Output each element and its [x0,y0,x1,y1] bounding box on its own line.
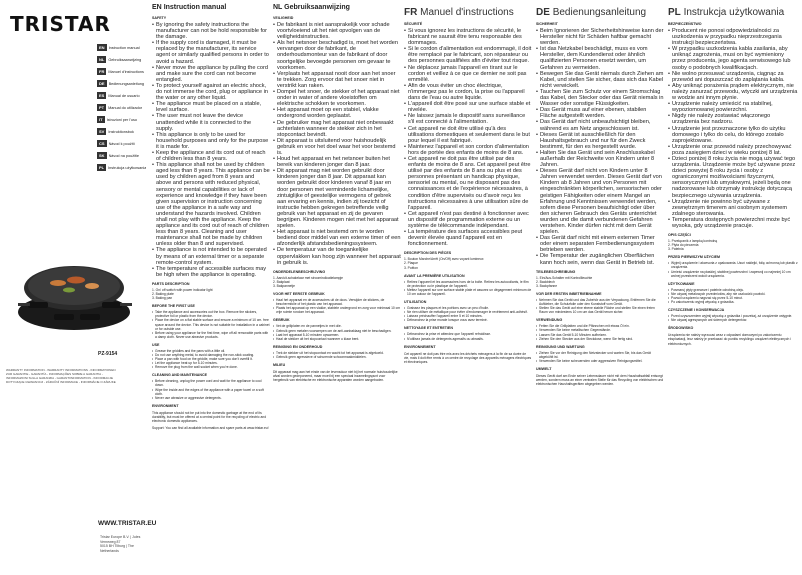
list-item: • Laissez préchauffer l'appareil entre 5 et 10 minutes. [404,314,532,318]
list-item: • Vet de grillplaten en de pannetjes in met olie. [273,324,401,328]
column-fr [404,0,532,575]
list-item: • By ignoring the safety instructions the manufacturer can not be hold responsible for the damage. [152,22,270,40]
list-item: • Nigdy nie należy zostawiać włączonego urządzenia bez nadzoru. [668,113,798,125]
list-item: • Die Temperatur der zugänglichen Oberflächen kann hoch sein, wenn das Gerät in Betrieb ist. [536,253,664,265]
section-heading: VEILIGHEID [273,16,294,20]
language-label: Návod na použitie [108,153,139,158]
list-item: • Nie używaj metalowych przedmiotów, aby nie uszkodzić powłoki. [668,292,798,296]
list-item: • Urządzenie oraz przewód należy przechowywać poza zasięgiem dzieci w wieku poniżej 8 lat. [668,144,798,156]
language-label: Manual de usuario [108,93,140,98]
safety-list [404,28,532,247]
list-item: • Haal het apparaat en de accessoires uit de doos. Verwijder de stickers, de beschermfolie of het plastic van het apparaat. [273,298,401,306]
list-item: • Dompel het snoer, de stekker of het apparaat niet onder in water of andere vloeistoffen om elektrische schokken te voorkomen. [273,89,401,107]
list-item: • Never use abrasive or aggressive detergents. [152,396,270,400]
warranty-text: WARRANTY INFORMATION - WARRANTY INFORMATIONS - INFORMATIONEN ZUR GARANTIE - GARANTÍA - INFORMAÇÕES SOBRE A GARANTIA - INFORMAZIONI SULLA GARANZIA - GARANTIINFORMATION - INFORMACJE DOTYCZĄCE GWARANCJI - ZÁRUČNÍ INFORMACE - INFORMÁCIE O ZÁRUKE [6,368,116,384]
list-item: • Umieść urządzenie na płaskiej, stabilnej powierzchni i zapewnij co najmniej 10 cm wolnej przestrzeni wokół urządzenia. [668,270,798,278]
food-item [50,280,66,286]
list-item: • The user must not leave the device unattended while it is connected to the supply. [152,113,270,131]
list-item: • Po zakończeniu wyjmij wtyczkę z gniazdka. [668,300,798,304]
food-item [67,277,85,284]
list-item: • Dzieci poniżej 8 roku życia nie mogą używać tego urządzenia. Urządzenie może być używane przez dzieci powyżej 8 roku życia i osoby z ograniczonymi możliwościami fizycznymi, sensorycznymi lub umysłowymi, jeżeli będą one nadzorowane lub otrzymały instrukcję dotyczącą bezpiecznego używania urządzenia. [668,156,798,199]
section-heading: VOR DER ERSTEN INBETRIEBNAHME [536,291,602,296]
list-item: • Lassen Sie das Gerät 5-10 Minuten aufheizen. [536,333,664,337]
language-item [97,116,153,123]
list-item: • Das Gerät muss auf einer ebenen, stabilen Fläche aufgestellt werden. [536,107,664,119]
environment-text: Dieses Gerät darf am Ende seiner Lebensdauer nicht mit dem Haushaltsabfall entsorgt werden, sondern muss an einer zentralen Stelle für das Recycling von elektrischen und elektronischen Haushaltsgeräten abgegeben werden. [536,373,664,387]
part-item: 3. Baking pan [152,296,173,301]
title-text: Bedienungsanleitung [552,7,647,18]
list-item: • Maintenez l'appareil et son cordon d'alimentation hors de portée des enfants de moins de 8 ans. [404,144,532,156]
list-item: • The temperature of accessible surfaces may be high when the appliance is operating. [152,266,270,278]
language-label: Manuel d'instructions [108,69,144,74]
part-item: 3. Patelnia [668,247,684,252]
section-heading: NETTOYAGE ET ENTRETIEN [404,326,453,331]
part-item: 2. Backblech [536,279,555,284]
list-item: • Urządzenie należy umieścić na stabilnej, wypoziomowanej powierzchni. [668,101,798,113]
section-heading: ENVIRONNEMENT [404,344,436,349]
list-item: • Stellen Sie das Gerät auf eine ebene stabile Fläche und stellen Sie einen freien Raum von mindestens 10 cm um das Gerät herum sicher. [536,306,664,314]
list-item: • Remove the plug from the wall socket when you're done. [152,365,270,369]
list-item: • Si vous ignorez les instructions de sécurité, le fabricant ne saurait être tenu responsable des dommages. [404,28,532,46]
section-heading: REINIGUNG UND WARTUNG [536,344,585,349]
address-line: Tristar Europe B.V. | Jules Verneweg 87 [100,535,141,544]
section-heading: REINIGING EN ONDERHOUD [273,344,323,349]
language-code: CS [99,141,105,146]
list-item: • Grease the griddles and the pans with a little oil. [152,349,270,353]
list-item: • Take the appliance and accessories out the box. Remove the stickers, protective foil or plastic from the device. [152,310,270,318]
list-item: • Producent nie ponosi odpowiedzialności za uszkodzenia w przypadku nieprzestrzegania instrukcji bezpieczeństwa. [668,28,798,46]
list-item: • Before using your appliance for the first time, wipe off all removable parts with a damp cloth. Never use abrasive products. [152,331,270,339]
list-item: • Urządzenie jest przeznaczone tylko do użytku domowego i tylko do celu, do którego zostało zaprojektowane. [668,126,798,144]
list-item: • Dieses Gerät ist ausschließlich für den Haushaltsgebrauch und nur für den Zweck bestimmt, für den es hergestellt wurde. [536,132,664,150]
raclette-grill-image [14,228,134,348]
list-item: • Dit apparaat is uitsluitend voor huishoudelijk gebruik en voor het doel waar het voor bestemd is. [273,138,401,156]
safety-list [536,28,664,266]
list-item: • Das Gerät darf nicht unbeaufsichtigt bleiben, während es am Netz angeschlossen ist. [536,119,664,131]
list-item: • La température des surfaces accessibles peut devenir élevée quand l'appareil est en fonctionnement. [404,229,532,247]
section-heading: BEFORE THE FIRST USE [152,304,195,309]
list-item: • Halten Sie das Gerät und sein Anschlusskabel außerhalb der Reichweite von Kindern unter 8 Jahren. [536,150,664,168]
list-item: • De gebruiker mag het apparaat niet onbewaakt achterlaten wanneer de stekker zich in het stopcontact bevindt. [273,120,401,138]
list-item: • Beim Ignorieren der Sicherheitshinweise kann der Hersteller nicht für Schäden haftbar gemacht werden. [536,28,664,46]
before-list [668,261,798,277]
list-item: • Cet appareil ne doit être utilisé qu'à des utilisations domestiques et seulement dans le but pour lequel il est fabriqué. [404,126,532,144]
list-item: • Trek de stekker uit het stopcontact en wacht tot het apparaat is afgekoeld. [273,351,401,355]
list-item: • Never move the appliance by pulling the cord and make sure the cord can not become entangled. [152,65,270,83]
list-item: • Let the appliance heat up for 5-10 minutes. [152,361,270,365]
title-text: Instrukcja użytkowania [683,7,785,18]
language-list [97,44,153,176]
section-heading: CZYSZCZENIE I KONSERWACJA [668,308,725,313]
list-item: • This appliance is only to be used for household purposes and only for the purpose it is made for. [152,132,270,150]
list-item: • Przed czyszczeniem wyjmij wtyczkę z gniazdka i poczekaj, aż urządzenie ostygnie. [668,314,798,318]
list-item: • Ziehen Sie den Stecker aus der Steckdose, wenn Sie fertig sind. [536,337,664,341]
section-title [536,3,664,18]
list-item: • Das Gerät darf nicht mit einem externen Timer oder einem separaten Fernbedienungssystem betrieben werden. [536,235,664,253]
clean-list [404,332,532,340]
section-heading: SICHERHEIT [536,22,558,26]
section-heading: ENVIRONMENT [152,403,179,408]
section-heading: USE [152,342,160,347]
list-item: • The appliance must be placed on a stable, level surface. [152,101,270,113]
list-item: • Ne déplacez jamais l'appareil en tirant sur le cordon et veillez à ce que ce dernier ne soit pas emmêlé. [404,65,532,83]
list-item: • De temperatuur van de toegankelijke oppervlakken kan hoog zijn wanneer het apparaat in gebruik is. [273,247,401,265]
list-item: • Keep the appliance and its cord out of reach of children less than 8 years. [152,150,270,162]
column-nl [273,0,401,575]
title-text: Gebruiksaanwijzing [284,4,350,11]
language-code: IT [99,117,103,122]
section-heading: PARTS DESCRIPTION [152,281,190,286]
pan-handle [120,303,132,306]
list-item: • Wyjmij urządzenie i akcesoria z opakowania. Usuń naklejki, folię ochronną lub plastik z urządzenia. [668,261,798,269]
environment-text: Urządzenia nie należy wyrzucać wraz z odpadami domowymi po zakończeniu eksploatacji, lecz należy je przekazać do punktu recyklingu urządzeń elektrycznych i elektronicznych. [668,333,791,346]
list-item: • Urządzenie nie powinno być używane z zewnętrznym timerem ani osobnym systemem zdalnego sterowania. [668,199,798,217]
list-item: • Ist das Netzkabel beschädigt, muss es vom Hersteller, dem Kundendienst oder ähnlich qualifizierten Personen ersetzt werden, um Gefahren zu vermeiden. [536,46,664,70]
model-number: PZ-9154 [98,351,118,357]
language-code: FR [99,69,105,74]
section-heading: GEBRUIK [273,318,290,323]
list-item: • Gebruik geen metalen voorwerpen om de anti-aanbaklaag niet te beschadigen. [273,329,401,333]
list-item: • Ne laissez jamais le dispositif sans surveillance s'il est connecté à l'alimentation. [404,113,532,125]
language-code: EN [99,45,105,50]
use-list [152,349,270,369]
section-title [404,3,532,18]
section-title [152,0,270,12]
language-label: Návod k použití [108,141,135,146]
language-item [97,92,153,99]
section-heading: ŚRODOWISKO [668,326,694,331]
list-item: • Cet appareil ne doit pas être utilisé par des enfants de moins de 8 ans. Cet appareil peut être utilisé par des enfants de 8 ans ou plus et des personnes présentant un handicap physique, sensoriel ou mental, ou ne disposant pas des connaissances et de l'expérience nécessaires, à condition d'être supervisés ou d'avoir reçu les instructions nécessaires à une utilisation sûre de l'appareil. [404,156,532,211]
part-item: 1. Przełącznik z lampką kontrolną [668,239,718,244]
safety-list [152,22,270,278]
list-item: • W przypadku uszkodzenia kabla zasilania, aby uniknąć zagrożenia, musi on być wymieniony przez producenta, jego agenta serwisowego lub osoby o podobnych kwalifikacjach. [668,46,798,70]
language-item [97,56,153,63]
language-item [97,128,153,135]
before-list [404,280,532,296]
list-item: • To protect yourself against an electric shock, do not immerse the cord, plug or appliance in the water or any other liquid. [152,83,270,101]
language-item [97,152,153,159]
section-heading: ONDERDELENBESCHRIJVING [273,269,326,274]
list-item: • Verplaats het apparaat nooit door aan het snoer te trekken. Zorg ervoor dat het snoer niet in verstrikt kan raken. [273,71,401,89]
list-item: • N'utilisez jamais de détergents agressifs ou abrasifs. [404,337,532,341]
safety-list [668,28,798,229]
list-item: • Temperatura dostępnych powierzchni może być wysoka, gdy urządzenie pracuje. [668,217,798,229]
list-item: • This appliance shall not be used by children aged less than 8 years. This appliance can be used by children aged from 8 years and above and persons with reduced physical, sensory or mental capabilities or lack of experience and knowledge if they have been given supervision or instruction concerning use of the appliance in a safe way and understand the hazards involved. Children shall not play with the appliance. Keep the appliance and its cord out of reach of children less than 8 years. Cleaning and user maintenance shall not be made by children unless older than 8 and supervised. [152,162,270,247]
column-pl [668,0,798,575]
list-item: • Dieses Gerät darf nicht von Kindern unter 8 Jahren verwendet werden. Dieses Gerät darf von Kindern ab 8 Jahren und von Personen mit eingeschränkten körperlichen, sensorischen oder geistigen Fähigkeiten oder einem Mangel an Erfahrung und Kenntnissen verwendet werden, sofern diese Personen beaufsichtigt oder über den sicheren Gebrauch des Geräts unterrichtet wurden und die damit verbundenen Gefahren verstehen. Kinder dürfen nicht mit dem Gerät spielen. [536,168,664,235]
list-item: • Het apparaat moet op een stabiel, vlakke ondergrond worden geplaatst. [273,107,401,119]
part-item: 2. Płyta do pieczenia [668,243,699,248]
section-heading: SAFETY [152,16,167,20]
column-de [536,0,664,575]
part-item: 3. Poêlon [404,265,418,270]
use-list [404,306,532,322]
list-item: • Ne rien utiliser de métallique pour éviter d'endommager le revêtement anti-adhésif. [404,310,532,314]
company-address [100,535,148,553]
list-item: • Haal de stekker uit het stopcontact wanneer u klaar bent. [273,337,401,341]
list-item: • Nehmen Sie das Gerät und das Zubehör aus der Verpackung. Entfernen Sie die Aufkleber, die Schutzfolie oder den Kunststoff vom Gerät. [536,298,664,306]
raclette-pan [102,302,122,308]
language-code: DE [99,81,105,86]
list-item: • Tauchen Sie zum Schutz vor einem Stromschlag das Kabel, den Stecker oder das Gerät niemals in Wasser oder sonstige Flüssigkeiten. [536,89,664,107]
list-item: • Before cleaning, unplug the power cord and wait for the appliance to cool down. [152,379,270,387]
pan-handle [18,303,30,306]
section-heading: UŻYTKOWANIE [668,281,695,286]
list-item: • Aby uniknąć porażenia prądem elektrycznym, nie należy zanurzać przewodu, wtyczki ani urządzenia w wodzie ani innym płynie. [668,83,798,101]
use-list [668,288,798,304]
section-title [668,3,798,18]
list-item: • Débranchez la prise murale lorsque vous avez terminé. [404,318,532,322]
list-item: • Pozwól urządzeniu nagrzać się przez 5-10 minut. [668,296,798,300]
list-item: • Posmaruj płyty grzewcze i patelnie odrobiną oleju. [668,288,798,292]
environment-text: This appliance should not be put into the domestic garbage at the end of its durability, but must be offered at a central point for the recycling of electric and electronic domestic appliances. [152,410,267,423]
part-item: 1. Aan/uit-schakelaar met stroomindicatielampje [273,275,344,280]
section-heading: DESCRIPTION DES PIÈCES [404,251,452,256]
list-item: • Fetten Sie die Grillplatten und die Pfännchen mit etwas Öl ein. [536,324,664,328]
list-item: • Ziehen Sie vor der Reinigung den Netzstecker und warten Sie, bis das Gerät abgekühlt ist. [536,351,664,359]
part-item: 1. On/ off switch with power indicator light [152,287,213,292]
section-heading: MILIEU [273,362,286,367]
language-code: NL [99,57,105,62]
list-item: • Het apparaat is niet bestemd om te worden bediend door middel van een externe timer of een afzonderlijk afstandsbedieningssysteem. [273,229,401,247]
language-code: PL [99,165,105,170]
language-code: ES [99,93,105,98]
list-item: • Place a pan with food on the griddle, make sure you don't overfill it. [152,357,270,361]
list-item: • L'appareil doit être posé sur une surface stable et nivelée. [404,101,532,113]
list-item: • Nie wolno przesuwać urządzenia, ciągnąc za przewód ani dopuszczać do zaplątania kabla. [668,71,798,83]
list-item: • Plaats het apparaat op een vlakke, stabiele ondergrond en zorg voor minimaal 10 cm vrije ruimte rondom het apparaat. [273,306,401,314]
use-list [536,324,664,340]
list-item: • Houd het apparaat en het netsnoer buiten het bereik van kinderen jonger dan 8 jaar. [273,156,401,168]
section-heading: PRZED PIERWSZYM UŻYCIEM [668,255,721,260]
list-item: • Retirez l'appareil et les accessoires hors de la boîte. Retirez les autocollants, le film de protection ou le plastique de l'appareil. [404,280,532,288]
title-text: Manuel d'instructions [420,7,514,18]
tristar-logo: TRISTAR [10,12,111,36]
list-item: • Cet appareil n'est pas destiné à fonctionner avec un dispositif de programmation externe ou un système de télécommande indépendant. [404,211,532,229]
website-url: WWW.TRISTAR.EU [98,520,157,527]
list-item: • Verwenden Sie keine metallischen Gegenstände. [536,328,664,332]
list-item: • Laat het apparaat 5-10 minuten opwarmen. [273,333,401,337]
support-text: Support: You can find all available information and spare parts at www.tristar.eu! [152,426,269,431]
list-item: • Si le cordon d'alimentation est endommagé, il doit être remplacé par le fabricant, son réparateur ou des personnes qualifiées afin d'éviter tout risque. [404,46,532,64]
list-item: • Verwenden Sie keine scheuernden oder aggressiven Reinigungsmittel. [536,359,664,363]
language-code: PT [99,105,105,110]
food-item [63,288,75,293]
part-item: 2. Plaque [404,261,418,266]
language-code: EN [152,4,162,11]
language-code: DE [536,7,550,18]
language-label: Bedienungsanleitung [108,81,145,86]
section-heading: TEILEBESCHREIBUNG [536,269,576,274]
list-item: • Débranchez la prise et attendez que l'appareil refroidisse. [404,332,532,336]
language-code: PL [668,7,681,18]
part-item: 1. Bouton Marche/Arrêt (On/Off) avec voyant lumineux [404,257,484,262]
before-list [273,298,401,314]
list-item: • Wipe the inside and the edges of the appliance with a paper towel or a soft cloth. [152,388,270,396]
language-item [97,140,153,147]
language-item [97,44,153,51]
section-heading: UTILISATION [404,300,427,305]
clean-list [273,351,401,359]
section-heading: VOOR HET EERSTE GEBRUIK [273,292,325,297]
list-item: • Do not use anything metal, to avoid damaging the non-stick coating. [152,353,270,357]
language-code: SK [99,153,105,158]
before-list [152,310,270,339]
list-item: • Dit apparaat mag niet worden gebruikt door kinderen jonger dan 8 jaar. Dit apparaat kan worden gebruikt door kinderen vanaf 8 jaar en door personen met verminderde lichamelijke, zintuiglijke of geestelijke vermogens of gebrek aan ervaring en kennis, indien zij toezicht of instructie hebben gekregen betreffende veilig gebruik van het apparaat en zij de gevaren begrijpen. Kinderen mogen niet met het apparaat spelen. [273,168,401,229]
language-code: SV [99,129,105,134]
clean-list [152,379,270,399]
part-item: 3. Backpfanne [536,283,558,288]
address-line: 5015 BH Tilburg | The Netherlands [100,544,134,553]
list-item: • If the supply cord is damaged, it must be replaced by the manufacturer, its service agent or similarly qualified persons in order to avoid a hazard. [152,40,270,64]
column-en [152,0,270,575]
list-item: • Afin de vous éviter un choc électrique, n'immergez pas le cordon, la prise ou l'appareil dans de l'eau ou autre liquide. [404,83,532,101]
section-heading: UMWELT [536,366,552,371]
title-text: Instruction manual [163,4,227,11]
list-item: • De fabrikant is niet aansprakelijk voor schade voortvloeiend uit het niet opvolgen van de veiligheidsinstructies. [273,22,401,40]
before-list [536,298,664,314]
section-heading: VERWENDUNG [536,318,563,323]
food-item [85,283,99,289]
language-item [97,80,153,87]
language-item [97,68,153,75]
section-title [273,0,401,12]
list-item: • Als het netsnoer beschadigd is, moet het worden vervangen door de fabrikant, de onderhoudsmonteur van de fabrikant of door soortgelijke bevoegde personen om gevaar te voorkomen. [273,40,401,70]
list-item: • Bewegen Sie das Gerät niemals durch Ziehen am Kabel, und stellen Sie sicher, dass sich das Kabel nicht verwickelt. [536,71,664,89]
list-item: • Nie używaj agresywnych ani ściernych detergentów. [668,318,798,322]
language-label: Istruzioni per l'uso [106,117,138,122]
list-item: • Mettez l'appareil sur une surface stable plate et assurez un dégagement minimum de 10 cm autour de l'appareil. [404,288,532,296]
list-item: • The appliance is not intended to be operated by means of an external timer or a separate remote-control system. [152,247,270,265]
grill-plate-rim [28,267,120,305]
section-heading: AVANT LA PREMIÈRE UTILISATION [404,273,465,278]
language-item [97,164,153,171]
part-item: 2. Baking plate [152,292,174,297]
language-label: Instrukcja użytkowania [108,165,147,170]
section-heading: OPIS CZĘŚCI [668,233,691,238]
language-label: Gebruiksaanwijzing [108,57,142,62]
raclette-pan [54,314,74,320]
language-label: Instruktionsbok [108,129,134,134]
list-item: • Gebruik geen agressieve of schurende schoonmaakmiddelen. [273,355,401,359]
part-item: 2. Bakplaat [273,279,290,284]
section-heading: CLEANING AND MAINTENANCE [152,373,207,378]
list-item: • Place the device on a flat stable surface and ensure a minimum of 10 cm. free space around the device. This device is not suitable for installation in a cabinet or for outside use. [152,318,270,330]
raclette-pan [80,314,100,320]
language-item [97,104,153,111]
raclette-pan [28,302,48,308]
list-item: • Graissez les plaques et les poêlons avec un peu d'huile. [404,306,532,310]
language-label: Manual do utilizador [108,105,143,110]
clean-list [668,314,798,322]
part-item: 3. Bakpannetje [273,283,295,288]
section-heading: BEZPIECZEŃSTWO [668,22,702,26]
language-code: NL [273,4,283,11]
language-label: Instruction manual [108,45,140,50]
safety-list [273,22,401,266]
use-list [273,324,401,340]
clean-list [536,351,664,363]
environment-text: Cet appareil ne doit pas être mis avec les déchets ménagers à la fin de sa durée de vie, mais il doit être remis à un centre de recyclage des appareils ménagers électriques et électroniques. [404,351,532,364]
language-code: FR [404,7,418,18]
environment-text: Dit apparaat mag aan het einde van de levensduur niet bij het normale huishoudelijke afval worden gedeponeerd, maar moet bij een speciaal inzamelingspunt voor hergebruik van elektrische en elektronische apparaten worden aangeboden. [273,369,398,383]
part-item: 1. Ein/Aus-Schalter mit Kontrollleuchte [536,275,593,280]
section-heading: SÉCURITÉ [404,22,423,26]
